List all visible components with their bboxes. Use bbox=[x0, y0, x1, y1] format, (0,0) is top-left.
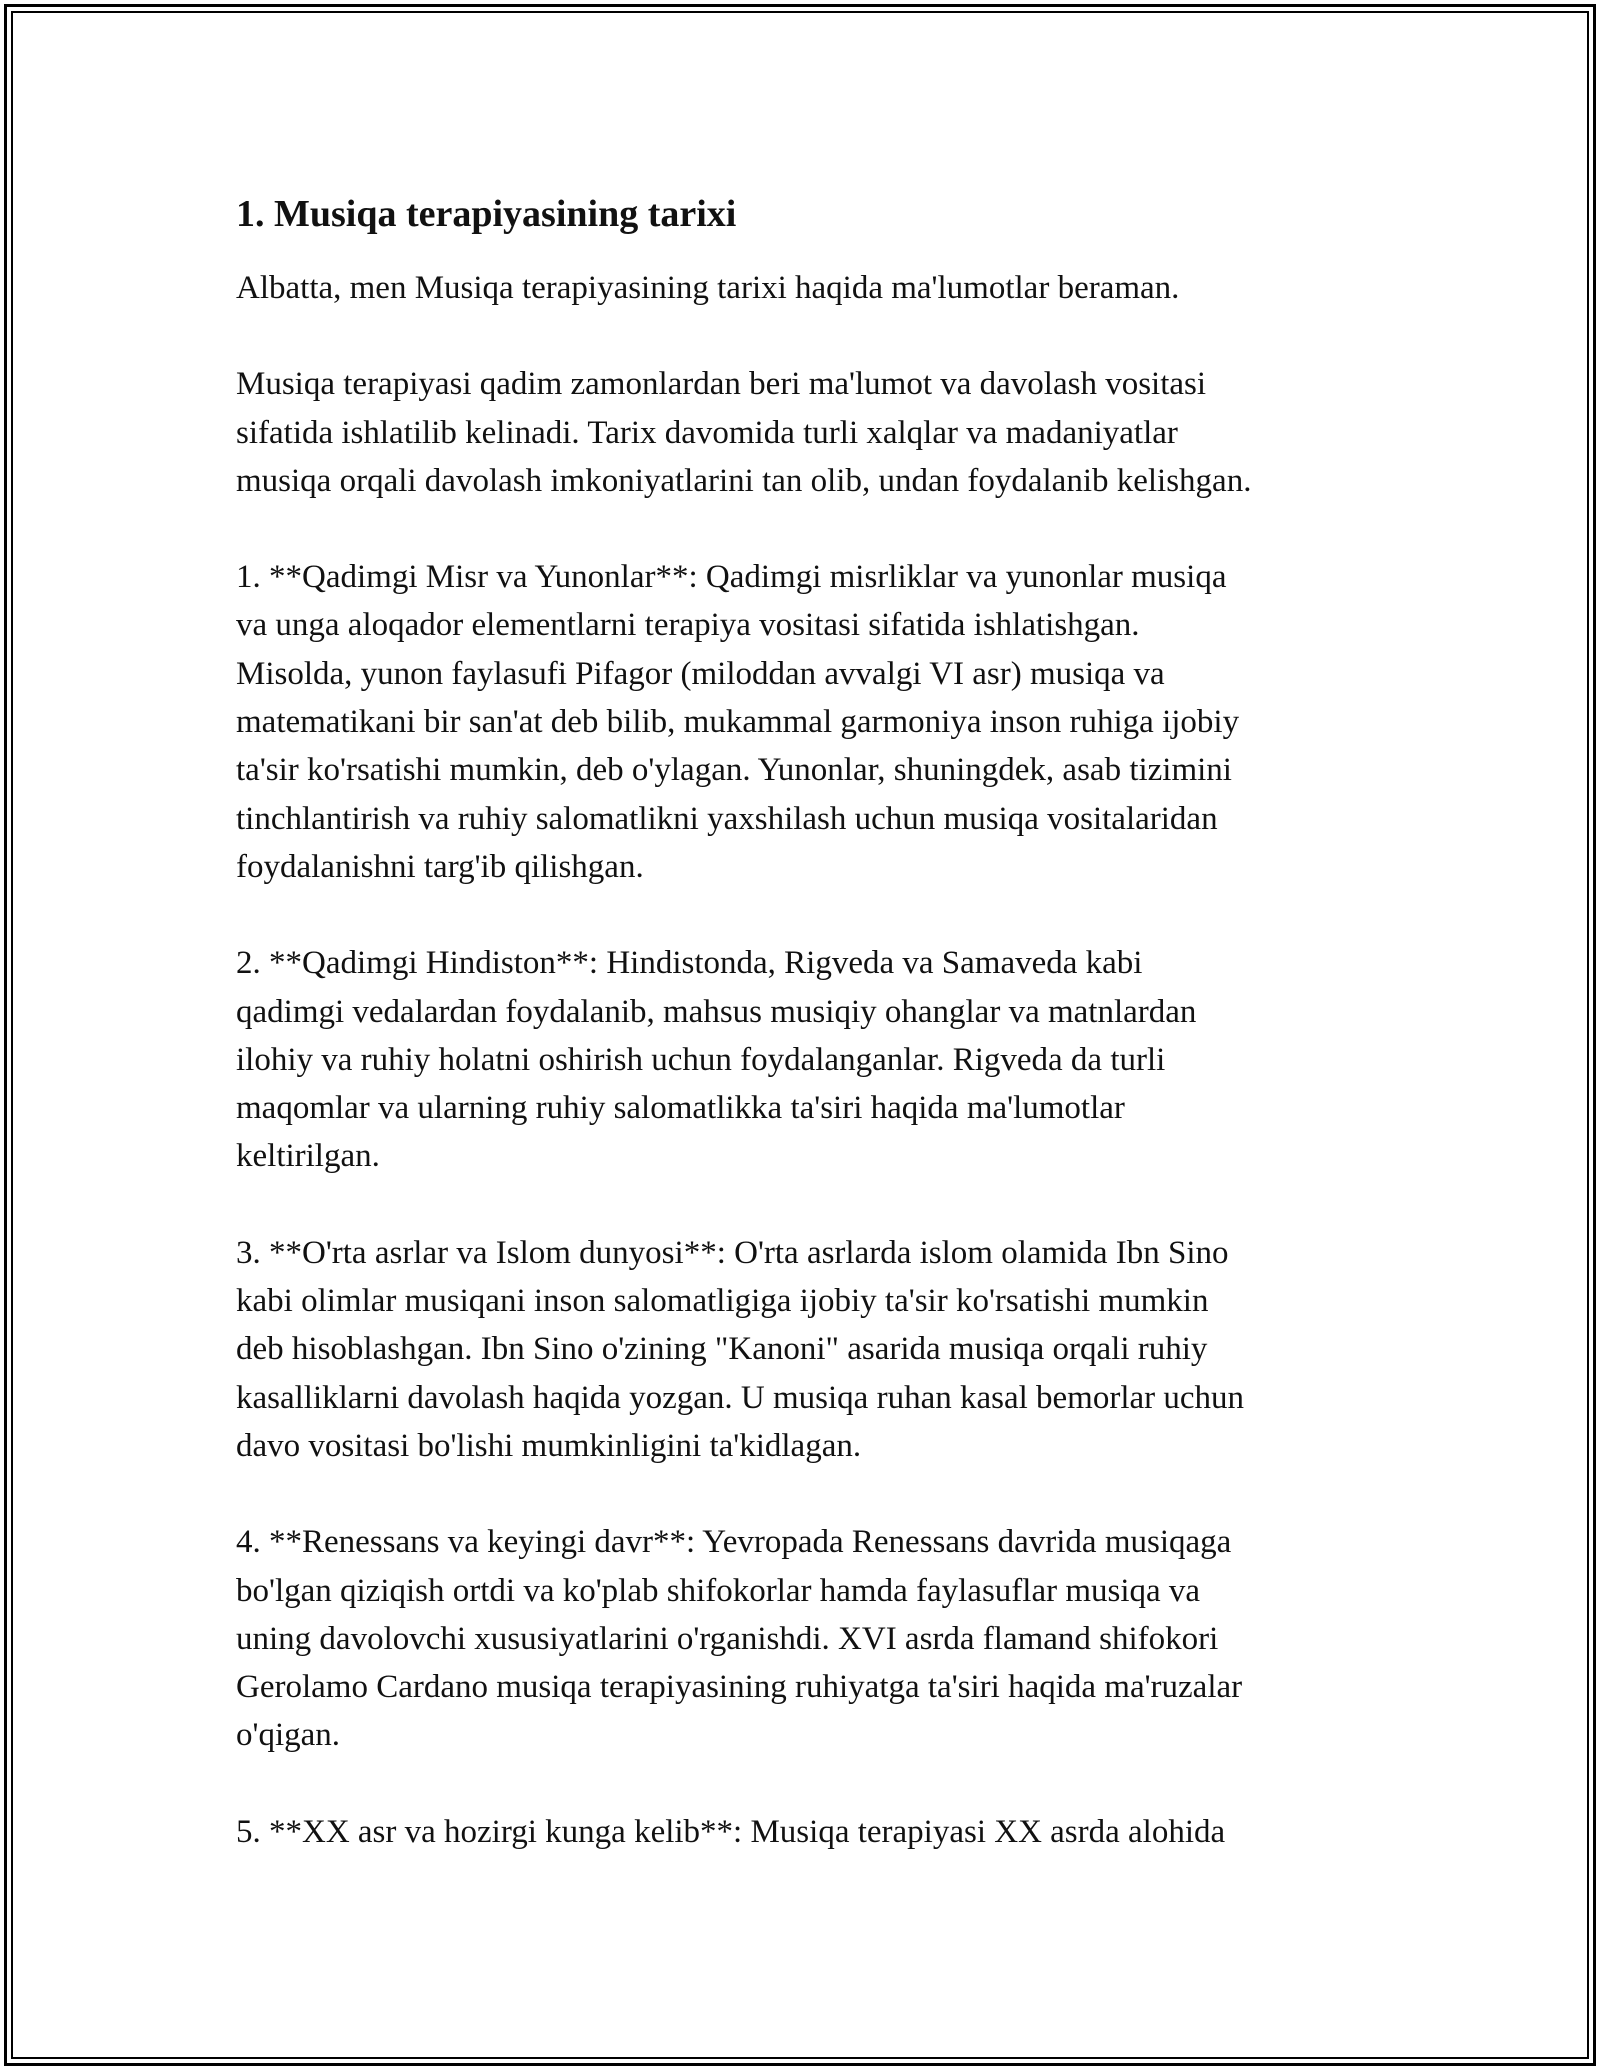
paragraph-overview: Musiqa terapiyasi qadim zamonlardan beri ma'lumot va davolash vositasi sifatida ishlatilib kelinadi. Tarix davomida turli xalqlar va madaniyatlar musiqa orqali davolash imkoniyatlarini tan olib, undan foydalanib kelishgan. bbox=[236, 366, 1252, 499]
list-item-20th-century: 5. **XX asr va hozirgi kunga kelib**: Musiqa terapiyasi XX asrda alohida bbox=[236, 1813, 1226, 1850]
list-item-renaissance: 4. **Renessans va keyingi davr**: Yevropada Renessans davrida musiqaga bo'lgan qiziqish ortdi va ko'plab shifokorlar hamda faylasuflar musiqa va uning davolovchi xususiyatlarini o'rganishdi. XVI asrda flamand shifokori Gerolamo Cardano musiqa terapiyasining ruhiyatga ta'siri haqida ma'ruzalar o'qigan. bbox=[236, 1524, 1243, 1754]
list-item-egypt-greece: 1. **Qadimgi Misr va Yunonlar**: Qadimgi misrliklar va yunonlar musiqa va unga aloqador elementlarni terapiya vositasi sifatida ishlatishgan. Misolda, yunon faylasufi Pifagor (miloddan avvalgi VI asr) musiqa va matematikani bir san'at deb bilib, mukammal garmoniya inson ruhiga ijobiy ta'sir ko'rsatishi mumkin, deb o'ylagan. Yunonlar, shuningdek, asab tizimini tinchlantirish va ruhiy salomatlikni yaxshilash uchun musiqa vositalaridan foydalanishni targ'ib qilishgan. bbox=[236, 559, 1240, 885]
list-item-middle-ages-islam: 3. **O'rta asrlar va Islom dunyosi**: O'rta asrlarda islom olamida Ibn Sino kabi olimlar musiqani inson salomatligiga ijobiy ta'sir ko'rsatishi mumkin deb hisoblashgan. Ibn Sino o'zining "Kanoni" asarida musiqa orqali ruhiy kasalliklarni davolash haqida yozgan. U musiqa ruhan kasal bemorlar uchun davo vositasi bo'lishi mumkinligini ta'kidlagan. bbox=[236, 1234, 1245, 1464]
document-body bbox=[236, 186, 1386, 1904]
paragraph-intro: Albatta, men Musiqa terapiyasining tarixi haqida ma'lumotlar beraman. bbox=[236, 270, 1180, 306]
list-item-india: 2. **Qadimgi Hindiston**: Hindistonda, Rigveda va Samaveda kabi qadimgi vedalardan foydalanib, mahsus musiqiy ohanglar va matnlardan ilohiy va ruhiy holatni oshirish uchun foydalanganlar. Rigveda da turli maqomlar va ularning ruhiy salomatlikka ta'siri haqida ma'lumotlar keltirilgan. bbox=[236, 945, 1197, 1175]
section-title: 1. Musiqa terapiyasining tarixi bbox=[236, 193, 737, 235]
